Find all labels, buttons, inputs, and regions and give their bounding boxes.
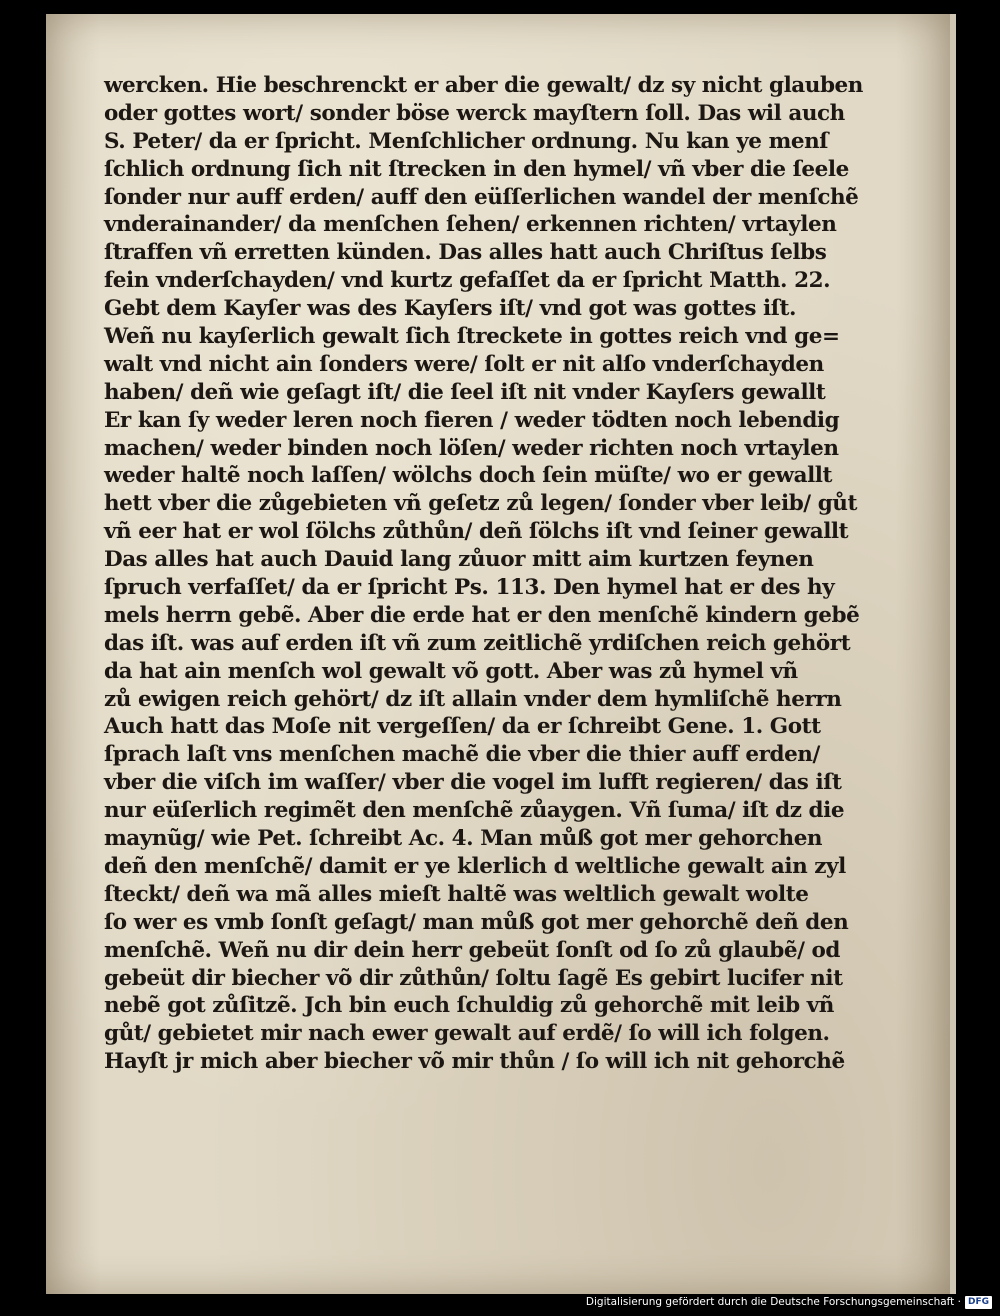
text-line: Auch hatt das Moſe nit vergeſſen/ da er ſchreibt Gene. 1. Gott xyxy=(104,714,821,740)
dfg-logo-icon: DFG xyxy=(965,1296,992,1309)
text-line: deñ den menſchẽ/ damit er ye klerlich d weltliche gewalt ain zyl xyxy=(104,853,846,879)
digitization-credit xyxy=(586,1294,992,1310)
text-line: das iſt. was auf erden iſt vñ zum zeitlichẽ yrdiſchen reich gehört xyxy=(104,630,851,656)
text-line: gebeüt dir biecher võ dir zůthůn/ ſoltu ſagẽ Es gebirt lucifer nit xyxy=(104,965,843,991)
text-line: Hayſt jr mich aber biecher võ mir thůn / ſo will ich nit gehorchẽ xyxy=(104,1049,845,1075)
text-line: haben/ deñ wie geſagt iſt/ die ſeel iſt nit vnder Kayſers gewallt xyxy=(104,379,826,405)
text-line: da hat ain menſch wol gewalt võ gott. Aber was zů hymel vñ xyxy=(104,658,798,684)
text-line: nebẽ got zůſitzẽ. Jch bin euch ſchuldig zů gehorchẽ mit leib vñ xyxy=(104,993,834,1019)
book-page xyxy=(46,14,950,1294)
text-line: fein vnderſchayden/ vnd kurtz gefaſſet da er ſpricht Matth. 22. xyxy=(104,268,831,294)
text-line: ſtraffen vñ erretten künden. Das alles hatt auch Chriſtus ſelbs xyxy=(104,240,827,266)
text-line: wercken. Hie beschrenckt er aber die gewalt/ dz sy nicht glauben xyxy=(104,73,863,98)
text-line: Weñ nu kayſerlich gewalt ſich ſtreckete in gottes reich vnd ge= xyxy=(104,324,840,350)
page-text-block xyxy=(104,72,863,1076)
text-line: machen/ weder binden noch löſen/ weder richten noch vrtaylen xyxy=(104,435,839,461)
text-line: ſprach laſt vns menſchen machẽ die vber die thier auff erden/ xyxy=(104,742,820,768)
text-line: ſpruch verfaſſet/ da er ſpricht Ps. 113. Den hymel hat er des hy xyxy=(104,575,835,601)
text-line: zů ewigen reich gehört/ dz iſt allain vnder dem hymliſchẽ herrn xyxy=(104,686,842,712)
text-line: ſonder nur auff erden/ auff den eüſſerlichen wandel der menſchẽ xyxy=(104,184,859,210)
text-line: vber die viſch im waſſer/ vber die vogel im lufft regieren/ das iſt xyxy=(104,770,842,796)
text-line: vnderainander/ da menſchen ſehen/ erkennen richten/ vrtaylen xyxy=(104,212,837,238)
text-line: menſchẽ. Weñ nu dir dein herr gebeüt ſonſt od ſo zů glaubẽ/ od xyxy=(104,937,840,963)
text-line: ſteckt/ deñ wa mã alles mieſt haltẽ was weltlich gewalt wolte xyxy=(104,881,809,907)
text-line: walt vnd nicht ain ſonders were/ ſolt er nit alſo vnderſchayden xyxy=(104,351,824,377)
credit-text: Digitalisierung gefördert durch die Deutsche Forschungsgemeinschaft · xyxy=(585,1296,961,1308)
text-line: Gebt dem Kayſer was des Kayſers iſt/ vnd got was gottes iſt. xyxy=(104,296,797,322)
text-line: maynũg/ wie Pet. ſchreibt Ac. 4. Man můß got mer gehorchen xyxy=(104,826,823,852)
text-line: vñ eer hat er wol ſölchs zůthůn/ deñ ſölchs iſt vnd ſeiner gewallt xyxy=(104,519,849,545)
text-line: hett vber die zůgebieten vñ geſetz zů legen/ ſonder vber leib/ gůt xyxy=(104,491,857,517)
text-line: Das alles hat auch Dauid lang zůuor mitt aim kurtzen feynen xyxy=(104,547,814,573)
text-line: nur eüſerlich regimẽt den menſchẽ zůaygen. Vñ ſuma/ iſt dz die xyxy=(104,798,845,824)
page-edge xyxy=(950,14,956,1294)
text-line: ſo wer es vmb ſonſt geſagt/ man můß got mer gehorchẽ deñ den xyxy=(104,909,849,935)
text-line: S. Peter/ da er ſpricht. Menſchlicher ordnung. Nu kan ye menſ xyxy=(104,128,829,154)
text-line: mels herrn gebẽ. Aber die erde hat er den menſchẽ kindern gebẽ xyxy=(104,602,860,628)
text-line: Er kan ſy weder leren noch fieren / weder tödten noch lebendig xyxy=(104,407,840,433)
text-line: oder gottes wort/ sonder böse werck mayſtern ſoll. Das wil auch xyxy=(104,100,845,126)
text-line: weder haltẽ noch laſſen/ wölchs doch ſein müſte/ wo er gewallt xyxy=(104,463,833,489)
text-line: ſchlich ordnung ſich nit ſtrecken in den hymel/ vñ vber die ſeele xyxy=(104,156,849,182)
text-line: gůt/ gebietet mir nach ewer gewalt auf erdẽ/ ſo will ich folgen. xyxy=(104,1021,830,1047)
